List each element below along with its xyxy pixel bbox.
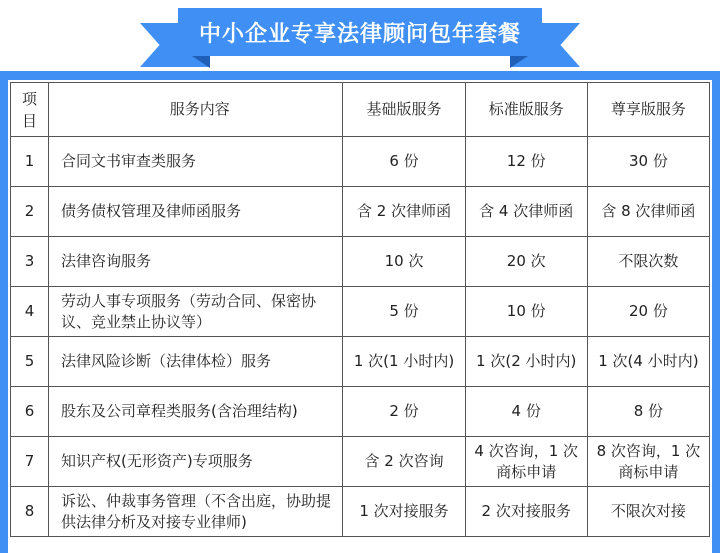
row-number: 4 (11, 287, 49, 337)
table-sheet (8, 80, 712, 553)
header-premium-plan: 尊享版服务 (587, 83, 709, 137)
table-row (11, 237, 710, 287)
row-standard: 1 次(2 小时内) (465, 337, 587, 387)
row-premium: 30 份 (587, 137, 709, 187)
row-standard: 2 次对接服务 (465, 487, 587, 537)
row-number: 7 (11, 437, 49, 487)
row-service: 法律咨询服务 (49, 237, 343, 287)
page-title: 中小企业专享法律顾问包年套餐 (198, 21, 521, 47)
header-service-content: 服务内容 (49, 83, 343, 137)
row-basic: 2 份 (343, 387, 465, 437)
row-premium: 不限次对接 (587, 487, 709, 537)
row-premium: 1 次(4 小时内) (587, 337, 709, 387)
row-premium: 8 份 (587, 387, 709, 437)
title-banner (178, 8, 542, 56)
row-service: 知识产权(无形资产)专项服务 (49, 437, 343, 487)
row-number: 2 (11, 187, 49, 237)
row-basic: 5 份 (343, 287, 465, 337)
row-premium: 含 8 次律师函 (587, 187, 709, 237)
table-row (11, 287, 710, 337)
row-standard: 10 份 (465, 287, 587, 337)
row-standard: 含 4 次律师函 (465, 187, 587, 237)
table-row (11, 187, 710, 237)
row-service: 债务债权管理及律师函服务 (49, 187, 343, 237)
row-service: 劳动人事专项服务（劳动合同、保密协议、竞业禁止协议等） (49, 287, 343, 337)
row-number: 3 (11, 237, 49, 287)
row-premium: 8 次咨询，1 次商标申请 (587, 437, 709, 487)
row-basic: 6 份 (343, 137, 465, 187)
header-item-number-label: 项目 (22, 89, 38, 130)
table-row (11, 137, 710, 187)
header-basic-plan: 基础版服务 (343, 83, 465, 137)
row-number: 5 (11, 337, 49, 387)
row-service: 合同文书审查类服务 (49, 137, 343, 187)
row-basic: 10 次 (343, 237, 465, 287)
row-number: 8 (11, 487, 49, 537)
row-standard: 20 次 (465, 237, 587, 287)
row-standard: 4 次咨询，1 次商标申请 (465, 437, 587, 487)
row-service: 法律风险诊断（法律体检）服务 (49, 337, 343, 387)
table-row (11, 387, 710, 437)
row-number: 1 (11, 137, 49, 187)
row-basic: 含 2 次咨询 (343, 437, 465, 487)
table-header-row (11, 83, 710, 137)
row-basic: 含 2 次律师函 (343, 187, 465, 237)
row-basic: 1 次(1 小时内) (343, 337, 465, 387)
row-basic: 1 次对接服务 (343, 487, 465, 537)
package-table (10, 82, 710, 537)
row-premium: 不限次数 (587, 237, 709, 287)
row-number: 6 (11, 387, 49, 437)
table-row (11, 437, 710, 487)
table-row (11, 487, 710, 537)
header-item-number (11, 83, 49, 137)
table-row (11, 337, 710, 387)
header-standard-plan: 标准版服务 (465, 83, 587, 137)
row-standard: 4 份 (465, 387, 587, 437)
row-premium: 20 份 (587, 287, 709, 337)
row-service: 诉讼、仲裁事务管理（不含出庭，协助提供法律分析及对接专业律师) (49, 487, 343, 537)
row-standard: 12 份 (465, 137, 587, 187)
row-service: 股东及公司章程类服务(含治理结构) (49, 387, 343, 437)
